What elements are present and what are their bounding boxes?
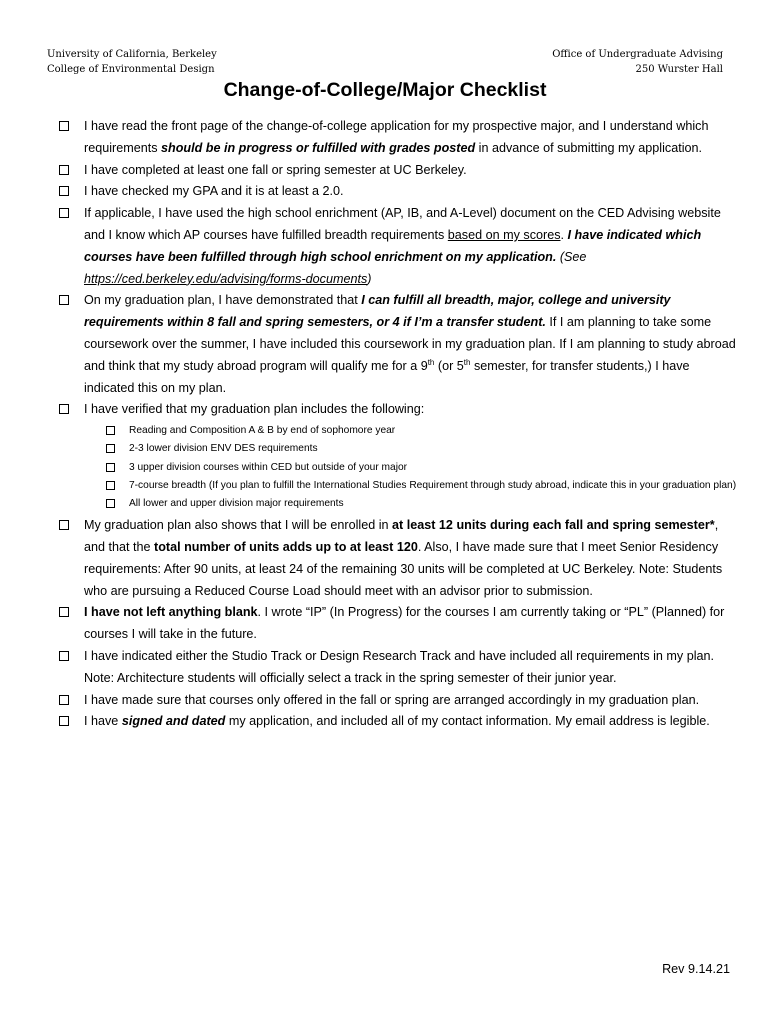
checklist-item-gpa: I have checked my GPA and it is at least a 2.0. bbox=[58, 181, 738, 203]
checklist-item-course-offerings: I have made sure that courses only offered in the fall or spring are arranged accordingly in my graduation plan. bbox=[58, 690, 738, 712]
checkbox[interactable] bbox=[106, 499, 115, 508]
checkbox[interactable] bbox=[59, 404, 69, 414]
checklist-item-nothing-blank: I have not left anything blank. I wrote “IP” (In Progress) for the courses I am currently taking or “PL” (Planned) for courses I will take in the future. bbox=[58, 602, 738, 646]
sub-item-upper-division: 3 upper division courses within CED but outside of your major bbox=[58, 459, 738, 477]
office-location: 250 Wurster Hall bbox=[635, 64, 723, 75]
sub-item-lower-division: 2-3 lower division ENV DES requirements bbox=[58, 440, 738, 458]
checklist-item-graduation-plan: On my graduation plan, I have demonstrated that I can fulfill all breadth, major, college and university requirements within 8 fall and spring semesters, or 4 if I’m a transfer student. If I am planning to take some coursework over the summer, I have included this coursework in my graduation plan. If I am planning to study abroad and think that my study abroad program will qualify me for a 9th (or 5th semester, for transfer students,) I have indicated this on my plan. bbox=[58, 290, 738, 399]
advising-forms-link[interactable]: https://ced.berkeley.edu/advising/forms-documents bbox=[84, 271, 368, 286]
checklist-item-track: I have indicated either the Studio Track or Design Research Track and have included all requirements in my plan. Note: Architecture students will officially select a track in the spring semester of their junior year. bbox=[58, 646, 738, 690]
checkbox[interactable] bbox=[59, 208, 69, 218]
checkbox[interactable] bbox=[59, 607, 69, 617]
checkbox[interactable] bbox=[106, 481, 115, 490]
header-left bbox=[47, 47, 217, 77]
checklist-item-signed: I have signed and dated my application, and included all of my contact information. My email address is legible. bbox=[58, 711, 738, 733]
sub-item-breadth: 7-course breadth (If you plan to fulfill the International Studies Requirement through study abroad, indicate this in your graduation plan) bbox=[58, 477, 738, 495]
checkbox[interactable] bbox=[106, 426, 115, 435]
checklist-item-application-read: I have read the front page of the change-of-college application for my prospective major, and I understand which requirements should be in progress or fulfilled with grades posted in advance of submitting my application. bbox=[58, 116, 738, 160]
checkbox[interactable] bbox=[106, 463, 115, 472]
checkbox[interactable] bbox=[59, 716, 69, 726]
page-title: Change-of-College/Major Checklist bbox=[223, 79, 547, 101]
checklist-item-units: My graduation plan also shows that I will be enrolled in at least 12 units during each fall and spring semester*, and that the total number of units adds up to at least 120. Also, I have made sure that I meet Senior Residency requirements: After 90 units, at least 24 of the remaining 30 units will be completed at UC Berkeley. Note: Students who are pursuing a Reduced Course Load should meet with an advisor prior to submission. bbox=[58, 515, 738, 602]
checkbox[interactable] bbox=[59, 695, 69, 705]
college-name: College of Environmental Design bbox=[47, 64, 215, 75]
checklist bbox=[58, 116, 738, 733]
header-right bbox=[552, 47, 723, 77]
checklist-item-semester-completed: I have completed at least one fall or spring semester at UC Berkeley. bbox=[58, 160, 738, 182]
checkbox[interactable] bbox=[59, 520, 69, 530]
checkbox[interactable] bbox=[59, 121, 69, 131]
checkbox[interactable] bbox=[59, 186, 69, 196]
sub-item-major-requirements: All lower and upper division major requirements bbox=[58, 495, 738, 513]
checkbox[interactable] bbox=[106, 444, 115, 453]
checkbox[interactable] bbox=[59, 651, 69, 661]
revision-label: Rev 9.14.21 bbox=[662, 962, 730, 976]
university-name: University of California, Berkeley bbox=[47, 49, 217, 60]
checkbox[interactable] bbox=[59, 165, 69, 175]
checklist-item-plan-includes: I have verified that my graduation plan includes the following: bbox=[58, 399, 738, 421]
checkbox[interactable] bbox=[59, 295, 69, 305]
checklist-item-hs-enrichment: If applicable, I have used the high school enrichment (AP, IB, and A-Level) document on the CED Advising website and I know which AP courses have fulfilled breadth requirements based on my scores. I have indicated which courses have been fulfilled through high school enrichment on my application. (See https://ced.berkeley.edu/advising/forms-documents) bbox=[58, 203, 738, 290]
sub-item-reading-composition: Reading and Composition A & B by end of sophomore year bbox=[58, 422, 738, 440]
office-name: Office of Undergraduate Advising bbox=[552, 49, 723, 60]
